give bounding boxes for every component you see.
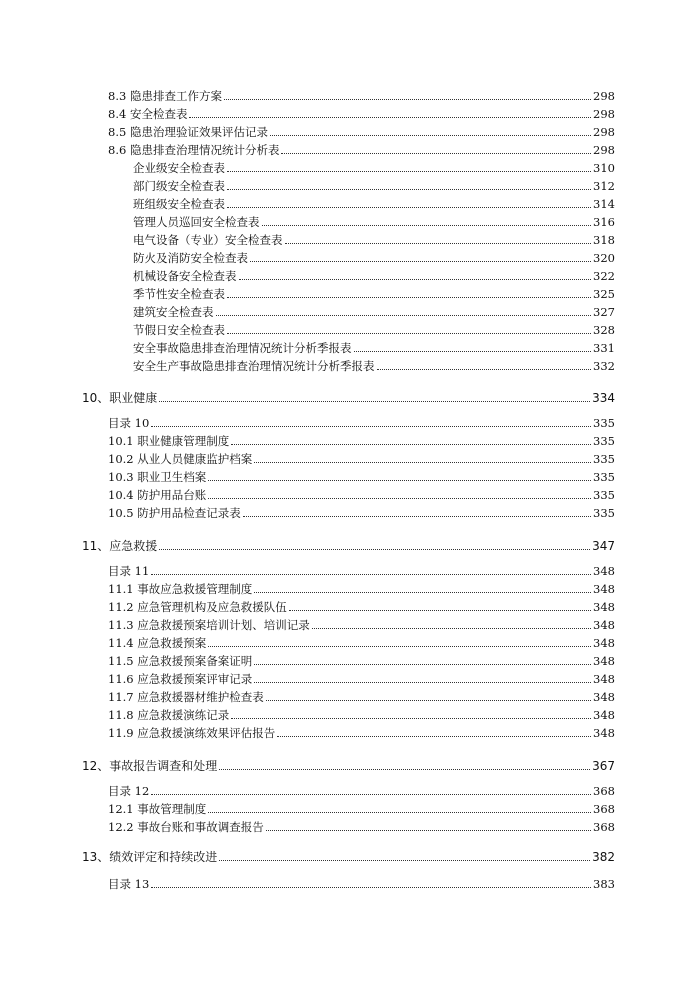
toc-entry-title: 10.1 职业健康管理制度 (108, 434, 230, 448)
toc-entry[interactable] (108, 502, 615, 520)
leader-dots (159, 549, 590, 550)
leader-dots (266, 830, 591, 831)
toc-section-title: 10、职业健康 (82, 391, 158, 405)
toc-entry-title: 机械设备安全检查表 (133, 269, 237, 283)
toc-entry-page: 348 (593, 672, 615, 686)
toc-entry-title: 目录 11 (108, 564, 150, 578)
toc-entry-title: 安全事故隐患排查治理情况统计分析季报表 (133, 341, 352, 355)
toc-entry[interactable] (108, 650, 615, 668)
toc-section-title: 12、事故报告调查和处理 (82, 759, 218, 773)
leader-dots (266, 700, 591, 701)
toc-entry[interactable] (108, 412, 615, 430)
toc-section-heading[interactable] (82, 387, 615, 405)
toc-entry[interactable] (133, 175, 615, 193)
toc-entry-page: 335 (593, 488, 615, 502)
toc-entry[interactable] (108, 614, 615, 632)
toc-entry[interactable] (133, 265, 615, 283)
toc-entry-page: 298 (593, 125, 615, 139)
toc-entry-page: 348 (593, 564, 615, 578)
toc-entry[interactable] (108, 85, 615, 103)
toc-entry-title: 12.2 事故台账和事故调查报告 (108, 820, 264, 834)
toc-entry-page: 335 (593, 452, 615, 466)
leader-dots (250, 261, 591, 262)
toc-entry[interactable] (108, 704, 615, 722)
toc-entry-page: 335 (593, 506, 615, 520)
toc-entry-page: 348 (593, 726, 615, 740)
toc-entry-title: 11.5 应急救援预案备案证明 (108, 654, 253, 668)
leader-dots (254, 664, 591, 665)
toc-entry-title: 企业级安全检查表 (133, 161, 225, 175)
toc-entry[interactable] (108, 430, 615, 448)
toc-entry-page: 335 (593, 434, 615, 448)
toc-entry-page: 325 (593, 287, 615, 301)
toc-entry[interactable] (108, 466, 615, 484)
leader-dots (189, 117, 591, 118)
toc-entry-title: 8.4 安全检查表 (108, 107, 188, 121)
leader-dots (151, 574, 591, 575)
toc-entry[interactable] (133, 319, 615, 337)
leader-dots (289, 610, 591, 611)
toc-entry-page: 318 (593, 233, 615, 247)
leader-dots (254, 592, 591, 593)
toc-entry[interactable] (133, 355, 615, 373)
toc-entry-title: 季节性安全检查表 (133, 287, 225, 301)
toc-entry-page: 331 (593, 341, 615, 355)
leader-dots (285, 243, 592, 244)
toc-section-title: 11、应急救援 (82, 539, 158, 553)
toc-entry-title: 11.8 应急救援演练记录 (108, 708, 230, 722)
toc-entry-page: 328 (593, 323, 615, 337)
toc-entry-title: 11.7 应急救援器材维护检查表 (108, 690, 264, 704)
toc-entry-page: 316 (593, 215, 615, 229)
toc-entry-page: 327 (593, 305, 615, 319)
leader-dots (227, 171, 591, 172)
toc-entry-title: 目录 13 (108, 877, 150, 891)
leader-dots (227, 207, 591, 208)
leader-dots (219, 860, 590, 861)
toc-entry-page: 348 (593, 636, 615, 650)
toc-entry-title: 目录 10 (108, 416, 150, 430)
leader-dots (208, 812, 591, 813)
toc-entry-title: 管理人员巡回安全检查表 (133, 215, 260, 229)
leader-dots (208, 646, 591, 647)
leader-dots (151, 426, 591, 427)
toc-entry-title: 10.5 防护用品检查记录表 (108, 506, 241, 520)
toc-entry[interactable] (108, 686, 615, 704)
leader-dots (312, 628, 591, 629)
toc-entry-title: 8.6 隐患排查治理情况统计分析表 (108, 143, 280, 157)
leader-dots (159, 401, 590, 402)
toc-entry[interactable] (133, 301, 615, 319)
toc-entry-page: 322 (593, 269, 615, 283)
toc-entry-title: 10.3 职业卫生档案 (108, 470, 207, 484)
toc-entry-title: 电气设备（专业）安全检查表 (133, 233, 283, 247)
toc-section-heading[interactable] (82, 535, 615, 553)
toc-entry-page: 367 (592, 759, 615, 773)
toc-entry-title: 11.2 应急管理机构及应急救援队伍 (108, 600, 287, 614)
toc-entry-page: 368 (593, 802, 615, 816)
toc-entry-page: 298 (593, 143, 615, 157)
leader-dots (277, 736, 591, 737)
toc-entry[interactable] (108, 560, 615, 578)
toc-entry-page: 368 (593, 820, 615, 834)
leader-dots (208, 498, 591, 499)
leader-dots (208, 480, 591, 481)
toc-entry[interactable] (108, 632, 615, 650)
toc-entry[interactable] (108, 780, 615, 798)
toc-entry-page: 368 (593, 784, 615, 798)
toc-entry-page: 348 (593, 690, 615, 704)
toc-entry-page: 335 (593, 470, 615, 484)
leader-dots (281, 153, 591, 154)
toc-section-title: 13、绩效评定和持续改进 (82, 850, 218, 864)
leader-dots (254, 462, 591, 463)
leader-dots (216, 315, 592, 316)
toc-entry-title: 10.2 从业人员健康监护档案 (108, 452, 253, 466)
toc-entry[interactable] (133, 157, 615, 175)
toc-entry[interactable] (108, 668, 615, 686)
leader-dots (151, 794, 591, 795)
toc-entry-title: 8.5 隐患治理验证效果评估记录 (108, 125, 268, 139)
toc-entry[interactable] (133, 193, 615, 211)
leader-dots (227, 189, 591, 190)
toc-entry[interactable] (108, 816, 615, 834)
leader-dots (377, 369, 592, 370)
leader-dots (231, 444, 591, 445)
toc-entry[interactable] (108, 484, 615, 502)
toc-entry[interactable] (133, 229, 615, 247)
toc-entry[interactable] (108, 722, 615, 740)
toc-entry-title: 节假日安全检查表 (133, 323, 225, 337)
toc-entry-page: 382 (592, 850, 615, 864)
toc-entry[interactable] (133, 337, 615, 355)
toc-entry-title: 11.9 应急救援演练效果评估报告 (108, 726, 276, 740)
leader-dots (270, 135, 591, 136)
toc-entry[interactable] (108, 798, 615, 816)
leader-dots (262, 225, 592, 226)
toc-entry-page: 312 (593, 179, 615, 193)
toc-entry[interactable] (108, 596, 615, 614)
toc-entry-page: 334 (592, 391, 615, 405)
toc-entry-title: 目录 12 (108, 784, 150, 798)
toc-entry[interactable] (108, 448, 615, 466)
toc-entry-page: 320 (593, 251, 615, 265)
toc-entry-title: 11.4 应急救援预案 (108, 636, 207, 650)
toc-entry[interactable] (108, 139, 615, 157)
toc-entry-title: 班组级安全检查表 (133, 197, 225, 211)
leader-dots (224, 99, 591, 100)
toc-entry[interactable] (108, 578, 615, 596)
toc-entry-page: 348 (593, 708, 615, 722)
leader-dots (231, 718, 591, 719)
toc-entry-title: 11.1 事故应急救援管理制度 (108, 582, 253, 596)
toc-entry[interactable] (133, 211, 615, 229)
toc-entry-title: 10.4 防护用品台账 (108, 488, 207, 502)
toc-entry-title: 防火及消防安全检查表 (133, 251, 248, 265)
toc-entry-title: 建筑安全检查表 (133, 305, 214, 319)
leader-dots (151, 887, 591, 888)
toc-entry-title: 11.3 应急救援预案培训计划、培训记录 (108, 618, 310, 632)
toc-entry-page: 348 (593, 600, 615, 614)
toc-entry-page: 298 (593, 107, 615, 121)
toc-entry-title: 安全生产事故隐患排查治理情况统计分析季报表 (133, 359, 375, 373)
toc-entry-page: 383 (593, 877, 615, 891)
toc-entry-title: 11.6 应急救援预案评审记录 (108, 672, 253, 686)
toc-entry-page: 298 (593, 89, 615, 103)
leader-dots (227, 297, 591, 298)
leader-dots (227, 333, 591, 334)
toc-entry-title: 部门级安全检查表 (133, 179, 225, 193)
leader-dots (243, 516, 591, 517)
toc-entry-page: 348 (593, 654, 615, 668)
toc-section-heading[interactable] (82, 846, 615, 864)
toc-entry[interactable] (108, 103, 615, 121)
toc-entry-title: 8.3 隐患排查工作方案 (108, 89, 222, 103)
toc-entry-page: 348 (593, 618, 615, 632)
leader-dots (219, 769, 590, 770)
toc-entry-page: 347 (592, 539, 615, 553)
toc-entry-page: 332 (593, 359, 615, 373)
toc-entry-page: 314 (593, 197, 615, 211)
toc-entry-page: 348 (593, 582, 615, 596)
toc-entry[interactable] (133, 247, 615, 265)
toc-entry-page: 335 (593, 416, 615, 430)
leader-dots (254, 682, 591, 683)
toc-entry[interactable] (108, 121, 615, 139)
leader-dots (239, 279, 592, 280)
toc-entry[interactable] (133, 283, 615, 301)
toc-entry-page: 310 (593, 161, 615, 175)
toc-section-heading[interactable] (82, 755, 615, 773)
toc-entry[interactable] (108, 873, 615, 891)
leader-dots (354, 351, 592, 352)
toc-entry-title: 12.1 事故管理制度 (108, 802, 207, 816)
